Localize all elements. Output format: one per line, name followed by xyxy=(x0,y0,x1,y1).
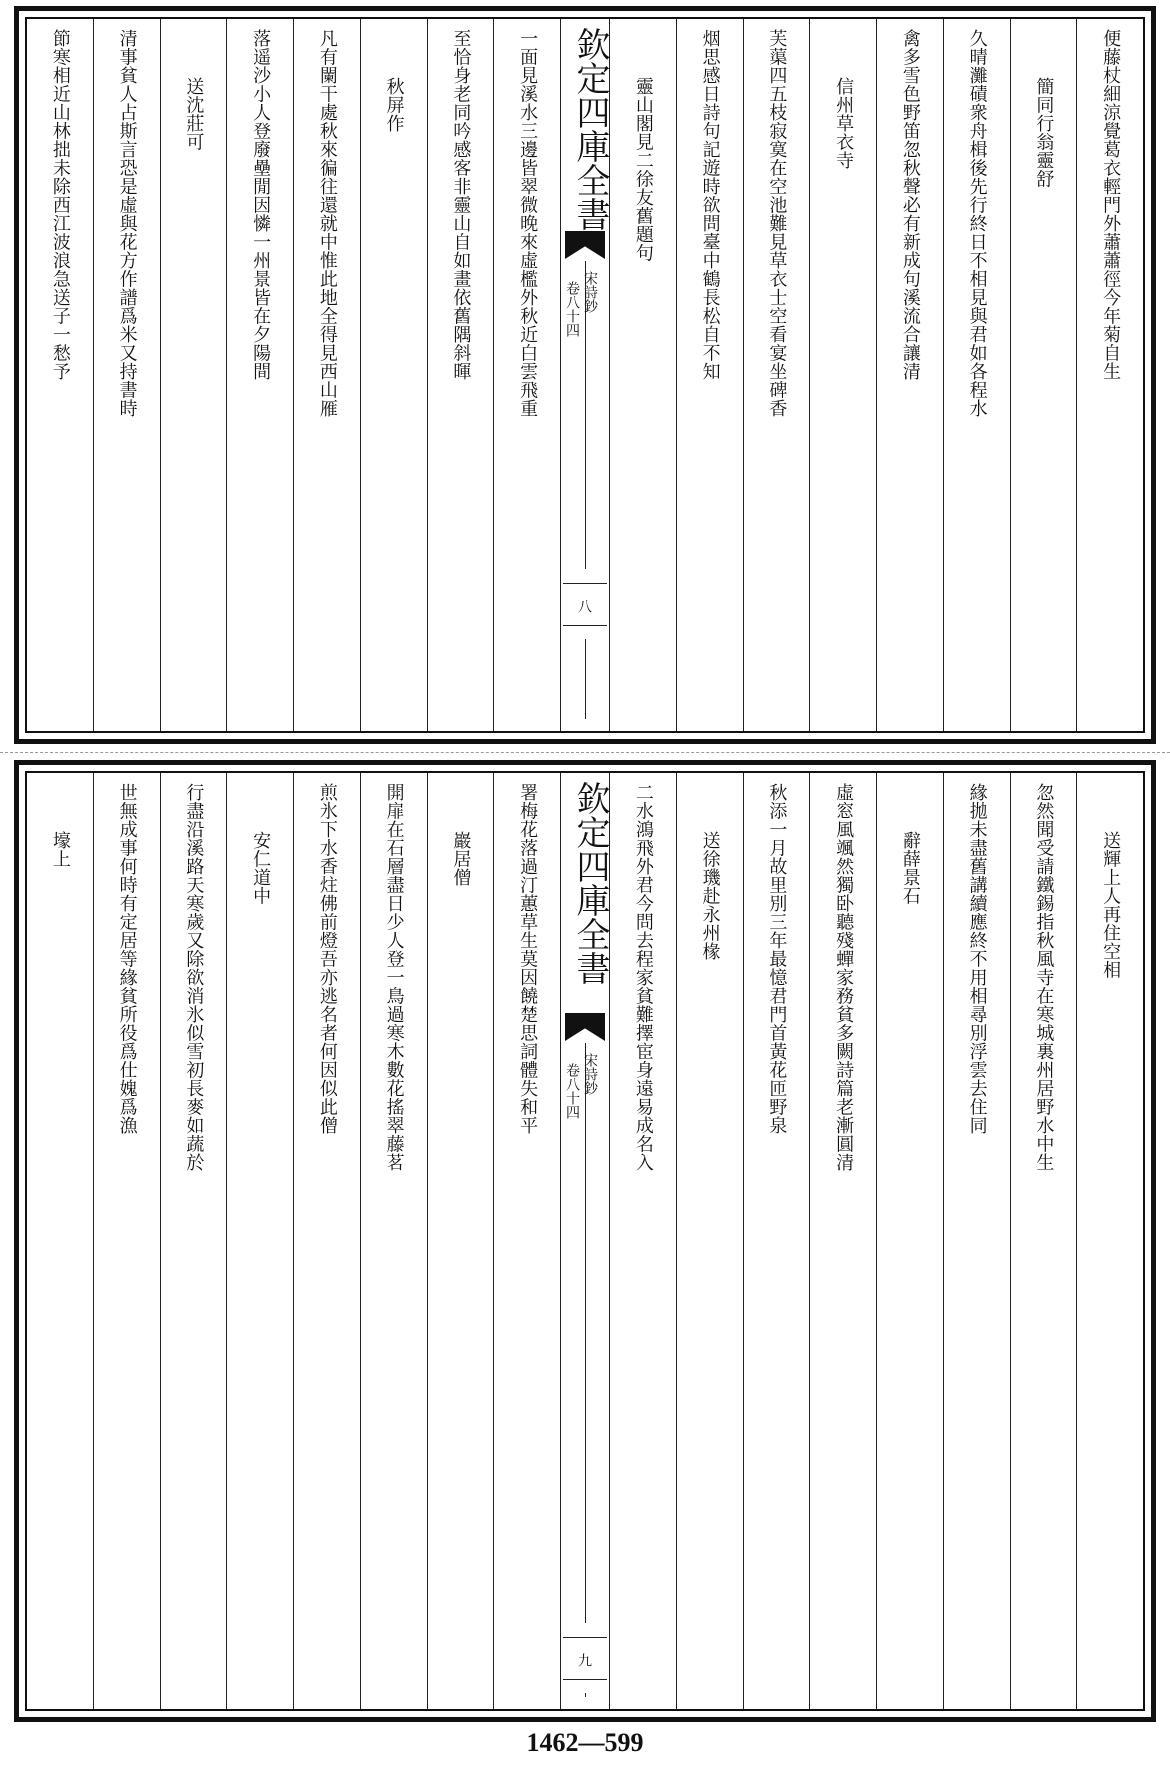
top_page-spine-rule xyxy=(585,639,586,719)
top_page-text-column xyxy=(743,19,810,731)
bottom_page-text-column xyxy=(293,773,360,1709)
bottom_page-poem-title-column xyxy=(226,773,293,1709)
top_page-text-column xyxy=(93,19,160,731)
poem-title: 安仁道中 xyxy=(250,831,272,905)
bottom_page-spine-divider xyxy=(563,1637,607,1638)
bottom-page xyxy=(14,760,1156,1722)
poem-line: 清事貧人占斯言恐是虛與花方作譜爲米又持書時 xyxy=(116,29,138,418)
poem-line: 秋添一月故里別三年最憶君門首黃花匝野泉 xyxy=(766,783,788,1135)
page-number: 1462—599 xyxy=(526,1728,644,1757)
top_page-text-column xyxy=(493,19,560,731)
top-page xyxy=(14,6,1156,744)
top_page-poem-title-column xyxy=(360,19,427,731)
poem-line: 節寒相近山林拙未除西江波浪急送子一愁予 xyxy=(49,29,71,381)
bottom_page-spine-title: 欽定四庫全書 xyxy=(570,781,610,985)
poem-line: 芙蕖四五枝寂寞在空池難見草衣士空看宴坐碑香 xyxy=(766,29,788,418)
top_page-spine-section: 宋詩鈔 xyxy=(582,271,598,313)
top_page-poem-title-column xyxy=(809,19,876,731)
poem-line: 署梅花落過汀蕙草生莫因饒楚思詞體失和平 xyxy=(517,783,539,1135)
top_page-fish-tail-mark xyxy=(565,231,605,259)
bottom_page-poem-title-column xyxy=(676,773,743,1709)
bottom_page-poem-title-column xyxy=(427,773,494,1709)
bottom_page-text-column xyxy=(809,773,876,1709)
poem-line: 忽然聞受請鐵錫指秋風寺在寒城裏州居野水中生 xyxy=(1033,783,1055,1172)
bottom_page-text-column xyxy=(743,773,810,1709)
top_page-spine-volume: 卷八十四 xyxy=(564,281,580,337)
poem-line: 一面見溪水三邊皆翠微晚來虛檻外秋近白雲飛重 xyxy=(517,29,539,418)
poem-title: 送輝上人再住空相 xyxy=(1100,831,1122,979)
poem-line: 開扉在石層盡日少人登一鳥過寒木數花搖翠藤茗 xyxy=(383,783,405,1172)
poem-line: 凡有闌干處秋來徧往還就中惟此地全得見西山雁 xyxy=(316,29,338,418)
top-page-columns xyxy=(25,17,1145,733)
poem-line: 落遥沙小人登廢壘閒因憐一州景皆在夕陽間 xyxy=(250,29,272,381)
poem-line: 便藤杖細涼覺葛衣輕門外蕭蕭徑今年菊自生 xyxy=(1100,29,1122,381)
top_page-text-column xyxy=(876,19,943,731)
poem-title: 信州草衣寺 xyxy=(833,77,855,170)
top_page-spine-title: 欽定四庫全書 xyxy=(570,27,610,231)
poem-line: 虛窓風颯然獨卧聽殘蟬家務貧多闕詩篇老漸圓清 xyxy=(833,783,855,1172)
top_page-text-column xyxy=(226,19,293,731)
bottom_page-text-column xyxy=(360,773,427,1709)
poem-title: 送徐璣赴永州椽 xyxy=(699,831,721,961)
poem-title: 巖居僧 xyxy=(450,831,472,887)
bottom_page-spine-rule xyxy=(585,1693,586,1697)
top_page-spine-divider xyxy=(563,625,607,626)
bottom_page-text-column xyxy=(160,773,227,1709)
poem-line: 二水鴻飛外君今問去程家貧難擇宦身遠易成名入 xyxy=(632,783,654,1172)
top_page-text-column xyxy=(943,19,1010,731)
top_page-poem-title-column xyxy=(1010,19,1077,731)
bottom_page-text-column xyxy=(943,773,1010,1709)
poem-line: 烟思感日詩句記遊時欲問臺中鶴長松自不知 xyxy=(699,29,721,381)
poem-line: 煎氷下水香炷佛前燈吾亦逃名者何因似此僧 xyxy=(316,783,338,1135)
top_page-spine-leaf-number: 八 xyxy=(576,599,592,613)
poem-title: 辭薛景石 xyxy=(899,831,921,905)
poem-line: 久晴灘磧衆舟楫後先行終日不相見與君如各程水 xyxy=(966,29,988,418)
top_page-text-column xyxy=(27,19,93,731)
top_page-text-column xyxy=(293,19,360,731)
poem-line: 緣拋未盡舊講續應終不用相尋別浮雲去住同 xyxy=(966,783,988,1135)
poem-title: 送沈莊可 xyxy=(183,77,205,151)
top_page-spine xyxy=(560,19,609,731)
bottom_page-spine-leaf-number: 九 xyxy=(576,1653,592,1667)
bottom_page-spine-section: 宋詩鈔 xyxy=(582,1053,598,1095)
bottom_page-text-column xyxy=(493,773,560,1709)
poem-title: 簡同行翁靈舒 xyxy=(1033,77,1055,188)
poem-line: 行盡沿溪路天寒歲又除欲消氷似雪初長麥如蔬於 xyxy=(183,783,205,1172)
crop-line xyxy=(0,752,1170,753)
top_page-poem-title-column xyxy=(609,19,676,731)
top_page-text-column xyxy=(427,19,494,731)
bottom_page-spine-divider xyxy=(563,1679,607,1680)
top_page-spine-divider xyxy=(563,583,607,584)
bottom_page-poem-title-column xyxy=(27,773,93,1709)
bottom_page-fish-tail-mark xyxy=(565,1013,605,1041)
poem-title: 靈山閣見二徐友舊題句 xyxy=(632,77,654,262)
bottom_page-spine-rule xyxy=(585,1043,586,1623)
bottom_page-text-column xyxy=(93,773,160,1709)
bottom_page-text-column xyxy=(609,773,676,1709)
bottom_page-poem-title-column xyxy=(1076,773,1143,1709)
bottom_page-spine xyxy=(560,773,609,1709)
top_page-text-column xyxy=(1076,19,1143,731)
poem-title: 壕上 xyxy=(49,831,71,868)
poem-line: 禽多雪色野笛忽秋聲必有新成句溪流合讓清 xyxy=(899,29,921,381)
top_page-text-column xyxy=(676,19,743,731)
bottom_page-spine-volume: 卷八十四 xyxy=(564,1063,580,1119)
poem-line: 至恰身老同吟感客非靈山自如畫依舊隅斜暉 xyxy=(450,29,472,381)
bottom-page-columns xyxy=(25,771,1145,1711)
poem-title: 秋屏作 xyxy=(383,77,405,133)
bottom_page-text-column xyxy=(1010,773,1077,1709)
bottom_page-poem-title-column xyxy=(876,773,943,1709)
top_page-poem-title-column xyxy=(160,19,227,731)
poem-line: 世無成事何時有定居等緣貧所役爲仕媿爲漁 xyxy=(116,783,138,1135)
